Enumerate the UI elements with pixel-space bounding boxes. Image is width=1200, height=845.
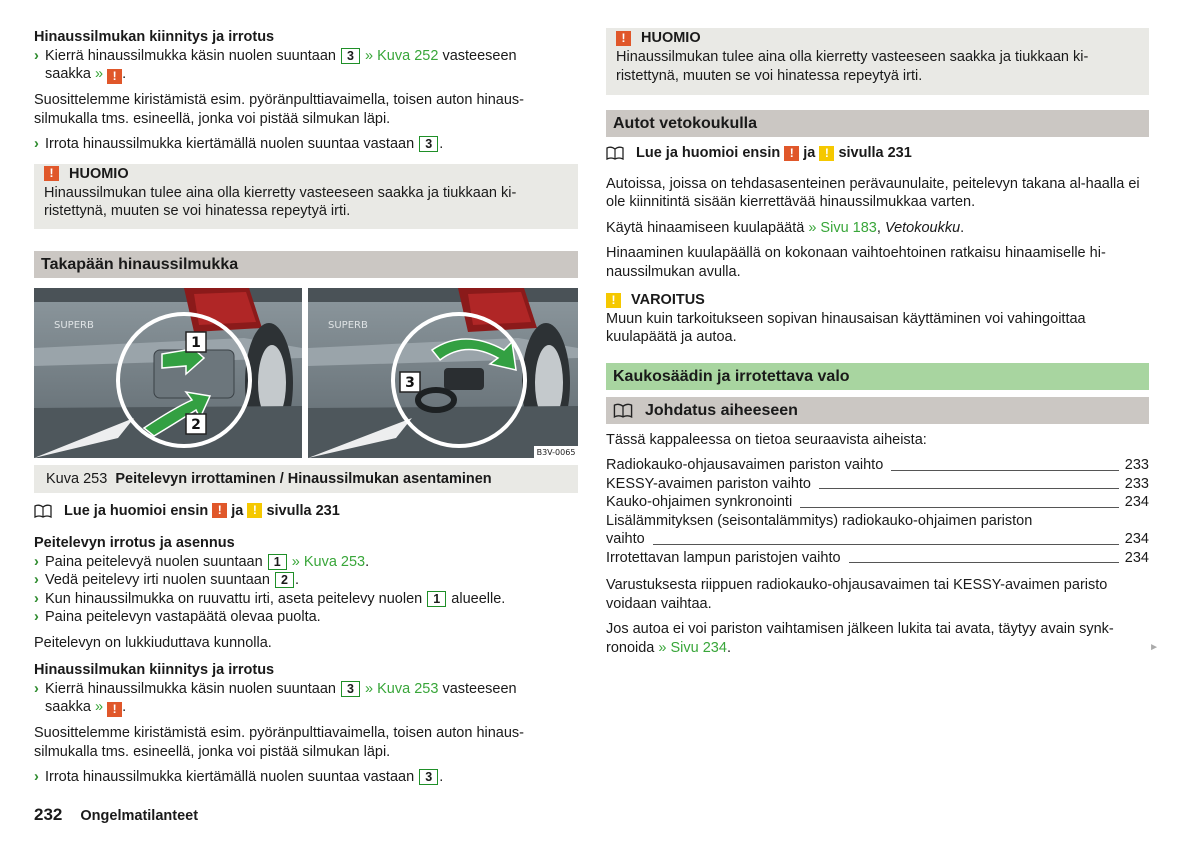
notice-text: Hinaussilmukan tulee aina olla kierretty vasteeseen saakka ja tiukkaan ki-ristettynä, muuten se voi hinatessa repeytyä irti. — [616, 49, 1089, 84]
book-icon — [34, 504, 52, 518]
figure-number: Kuva 253 — [46, 470, 108, 487]
step-arrow-icon: › — [34, 553, 39, 570]
figure — [34, 288, 578, 463]
figure-caption — [34, 465, 578, 493]
svg-text:2: 2 — [191, 416, 201, 433]
step-arrow-icon: › — [34, 47, 39, 64]
topic-page: 234 — [1124, 531, 1149, 547]
read-first-line — [34, 502, 578, 521]
figure-link[interactable]: » Kuva 253 — [365, 680, 439, 697]
list-item[interactable] — [606, 475, 1149, 494]
svg-text:3: 3 — [405, 374, 415, 391]
figure-link[interactable]: » Kuva 252 — [365, 47, 439, 64]
section-title: Autot vetokoukulla — [606, 110, 1149, 137]
step-text: alueelle. — [451, 590, 506, 607]
figure-ref-number: 3 — [341, 681, 360, 697]
step-text: saakka — [45, 699, 91, 715]
paragraph: Käytä hinaamiseen kuulapäätä » Sivu 183, Vetokoukku. — [606, 219, 965, 236]
instruction-step: › Vedä peitelevy irti nuolen suuntaan 2 . — [34, 572, 299, 588]
figure-ref-number: 3 — [341, 48, 360, 64]
paragraph: Suosittelemme kiristämistä esim. pyöränpulttiavaimella, toisen auton hinaus-silmukalla tms. esineellä, jonka voi pistää silmukan läpi. — [34, 92, 524, 127]
paragraph: Suosittelemme kiristämistä esim. pyöränpulttiavaimella, toisen auton hinaus-silmukalla tms. esineellä, jonka voi pistää silmukan läpi. — [34, 725, 524, 760]
topic-title: Irrotettavan lampun paristojen vaihto — [606, 549, 841, 566]
caution-text: Muun kuin tarkoitukseen sopivan hinausaisan käyttäminen voi vahingoittaa kuulapäätä ja autoa. — [606, 310, 1086, 345]
step-text: Kierrä hinaussilmukka käsin nuolen suuntaan — [45, 47, 336, 64]
leader-line — [849, 562, 1119, 563]
instruction-step: › Paina peitelevyä nuolen suuntaan 1 » Kuva 253. — [34, 553, 370, 570]
subheading: Hinaussilmukan kiinnitys ja irrotus — [34, 662, 275, 678]
subheading: Peitelevyn irrotus ja asennus — [34, 535, 235, 551]
warning-icon: ! — [212, 503, 227, 518]
page-footer — [34, 806, 198, 826]
read-first-line — [606, 144, 1149, 163]
leader-line — [819, 488, 1119, 489]
read-text: sivulla 231 — [838, 145, 912, 161]
figure-image — [34, 288, 578, 460]
step-text: Irrota hinaussilmukka kiertämällä nuolen suuntaa vastaan — [45, 136, 415, 152]
notice-title: HUOMIO — [69, 165, 129, 182]
book-icon — [606, 146, 624, 160]
list-item[interactable] — [606, 493, 1149, 512]
warning-link[interactable]: » — [94, 699, 104, 715]
notice-header — [606, 28, 1149, 48]
topic-title: vaihto — [606, 531, 645, 547]
step-text: Irrota hinaussilmukka kiertämällä nuolen suuntaa vastaan — [45, 769, 415, 785]
topic-page: 233 — [1124, 475, 1149, 492]
leader-line — [653, 544, 1119, 545]
page-link[interactable]: » Sivu 234 — [658, 639, 727, 656]
figure-panel-left — [34, 288, 302, 458]
step-arrow-icon: › — [34, 680, 39, 697]
instruction-step: › Irrota hinaussilmukka kiertämällä nuolen suuntaa vastaan 3 . — [34, 136, 444, 152]
read-text: ja — [231, 502, 244, 519]
list-item[interactable] — [606, 549, 1149, 568]
svg-text:SUPERB: SUPERB — [328, 319, 368, 331]
section-title-text: Johdatus aiheeseen — [645, 401, 798, 419]
step-text: vasteeseen — [442, 47, 517, 64]
page-number: 232 — [34, 805, 63, 824]
instruction-step — [34, 590, 578, 609]
reference-title: Vetokoukku — [884, 219, 961, 236]
svg-text:B3V-0065: B3V-0065 — [536, 447, 576, 457]
book-icon — [613, 403, 633, 418]
step-text: Paina peitelevyä nuolen suuntaan — [45, 553, 263, 570]
instruction-step — [34, 608, 578, 627]
list-item[interactable] — [606, 456, 1149, 475]
caution-header — [606, 291, 1149, 310]
step-text: Paina peitelevyn vastapäätä olevaa puolta. — [45, 609, 321, 625]
leader-line — [800, 507, 1119, 508]
paragraph: Varustuksesta riippuen radiokauko-ohjausavaimen tai KESSY-avaimen paristo voidaan vaihtaa. — [606, 577, 1108, 612]
figure-ref-number: 1 — [427, 591, 446, 607]
topic-page: 233 — [1124, 457, 1149, 473]
step-arrow-icon: › — [34, 136, 39, 152]
svg-text:1: 1 — [191, 334, 201, 351]
warning-icon: ! — [107, 702, 122, 717]
read-text: sivulla 231 — [266, 502, 340, 519]
continue-arrow-icon: ► — [1149, 641, 1159, 653]
step-text: Vedä peitelevy irti nuolen suuntaan — [45, 572, 270, 588]
warning-icon: ! — [107, 69, 122, 84]
caution-icon: ! — [606, 293, 621, 308]
step-text: vasteeseen — [442, 680, 517, 697]
paragraph: Hinaaminen kuulapäällä on kokonaan vaihtoehtoinen ratkaisu hinaamiselle hi-naussilmukan avulla. — [606, 245, 1106, 280]
instruction-step: › Irrota hinaussilmukka kiertämällä nuolen suuntaa vastaan 3 . — [34, 769, 444, 785]
topic-title: KESSY-avaimen pariston vaihto — [606, 475, 811, 492]
figure-ref-number: 3 — [419, 769, 438, 785]
instruction-step: › Kierrä hinaussilmukka käsin nuolen suuntaan 3 » Kuva 252 vasteeseen saakka » ! . — [34, 47, 517, 83]
notice-box — [34, 164, 578, 229]
warning-icon: ! — [784, 146, 799, 161]
topic-page: 234 — [1124, 494, 1149, 510]
read-text: Lue ja huomioi ensin — [636, 145, 781, 161]
paragraph: Autoissa, joissa on tehdasasenteinen perävaunulaite, peitelevyn takana al-haalla ei ole kiinnitintä sisään kierrettävää hinaussilmukkaa varten. — [606, 175, 1140, 210]
instruction-step: › Kierrä hinaussilmukka käsin nuolen suuntaan 3 » Kuva 253 vasteeseen saakka » ! . — [34, 680, 517, 716]
topic-title: Radiokauko-ohjausavaimen pariston vaihto — [606, 457, 884, 473]
caution-title: VAROITUS — [631, 292, 705, 308]
paragraph-text: Jos autoa ei voi pariston vaihtamisen jälkeen lukita tai avata, täytyy avain synk-ronoida — [606, 621, 1114, 656]
step-arrow-icon: › — [34, 609, 39, 625]
warning-link[interactable]: » — [94, 66, 104, 82]
page-link[interactable]: » Sivu 183 — [808, 219, 877, 236]
figure-ref-number: 1 — [268, 554, 287, 570]
topic-list — [606, 456, 1149, 567]
figure-link[interactable]: » Kuva 253 — [291, 553, 366, 570]
chapter-title: Kaukosäädin ja irrotettava valo — [606, 363, 1149, 390]
figure-panel-right — [308, 288, 578, 458]
notice-text: Hinaussilmukan tulee aina olla kierretty vasteeseen saakka ja tiukkaan ki-ristettynä, muuten se voi hinatessa repeytyä irti. — [44, 184, 517, 219]
subheading: Hinaussilmukan kiinnitys ja irrotus — [34, 29, 275, 45]
read-text: Lue ja huomioi ensin — [64, 502, 209, 519]
topic-title: Lisälämmityksen (seisontalämmitys) radiokauko-ohjaimen pariston — [606, 512, 1033, 529]
caution-icon: ! — [247, 503, 262, 518]
section-title: Takapään hinaussilmukka — [34, 251, 578, 278]
figure-ref-number: 3 — [419, 136, 438, 152]
notice-header — [34, 164, 578, 184]
step-arrow-icon: › — [34, 572, 39, 588]
topic-page: 234 — [1124, 549, 1149, 566]
leader-line — [891, 470, 1119, 471]
paragraph: Peitelevyn on lukkiuduttava kunnolla. — [34, 634, 272, 651]
step-arrow-icon: › — [34, 769, 39, 785]
caution-icon: ! — [819, 146, 834, 161]
list-item[interactable] — [606, 512, 1149, 549]
step-arrow-icon: › — [34, 590, 39, 607]
step-text: saakka — [45, 66, 91, 82]
topic-title: Kauko-ohjaimen synkronointi — [606, 494, 793, 510]
step-text: Kun hinaussilmukka on ruuvattu irti, aseta peitelevy nuolen — [45, 590, 423, 607]
warning-icon: ! — [44, 166, 59, 181]
figure-title: Peitelevyn irrottaminen / Hinaussilmukan asentaminen — [115, 470, 492, 487]
paragraph: Jos autoa ei voi pariston vaihtamisen jälkeen lukita tai avata, täytyy avain synk-ronoida » Sivu 234. ► — [606, 621, 1159, 656]
svg-text:SUPERB: SUPERB — [54, 319, 94, 331]
section-title — [606, 397, 1149, 424]
step-text: Kierrä hinaussilmukka käsin nuolen suuntaan — [45, 680, 336, 697]
warning-icon: ! — [616, 31, 631, 46]
figure-ref-number: 2 — [275, 572, 294, 588]
chapter-name: Ongelmatilanteet — [80, 808, 199, 824]
caution-block — [606, 291, 1149, 347]
paragraph: Tässä kappaleessa on tietoa seuraavista aiheista: — [606, 431, 927, 448]
paragraph-text: Käytä hinaamiseen kuulapäätä — [606, 219, 805, 236]
left-column — [34, 28, 578, 787]
read-text: ja — [803, 145, 816, 161]
notice-box — [606, 28, 1149, 95]
notice-title: HUOMIO — [641, 30, 701, 46]
right-column — [606, 28, 1159, 657]
